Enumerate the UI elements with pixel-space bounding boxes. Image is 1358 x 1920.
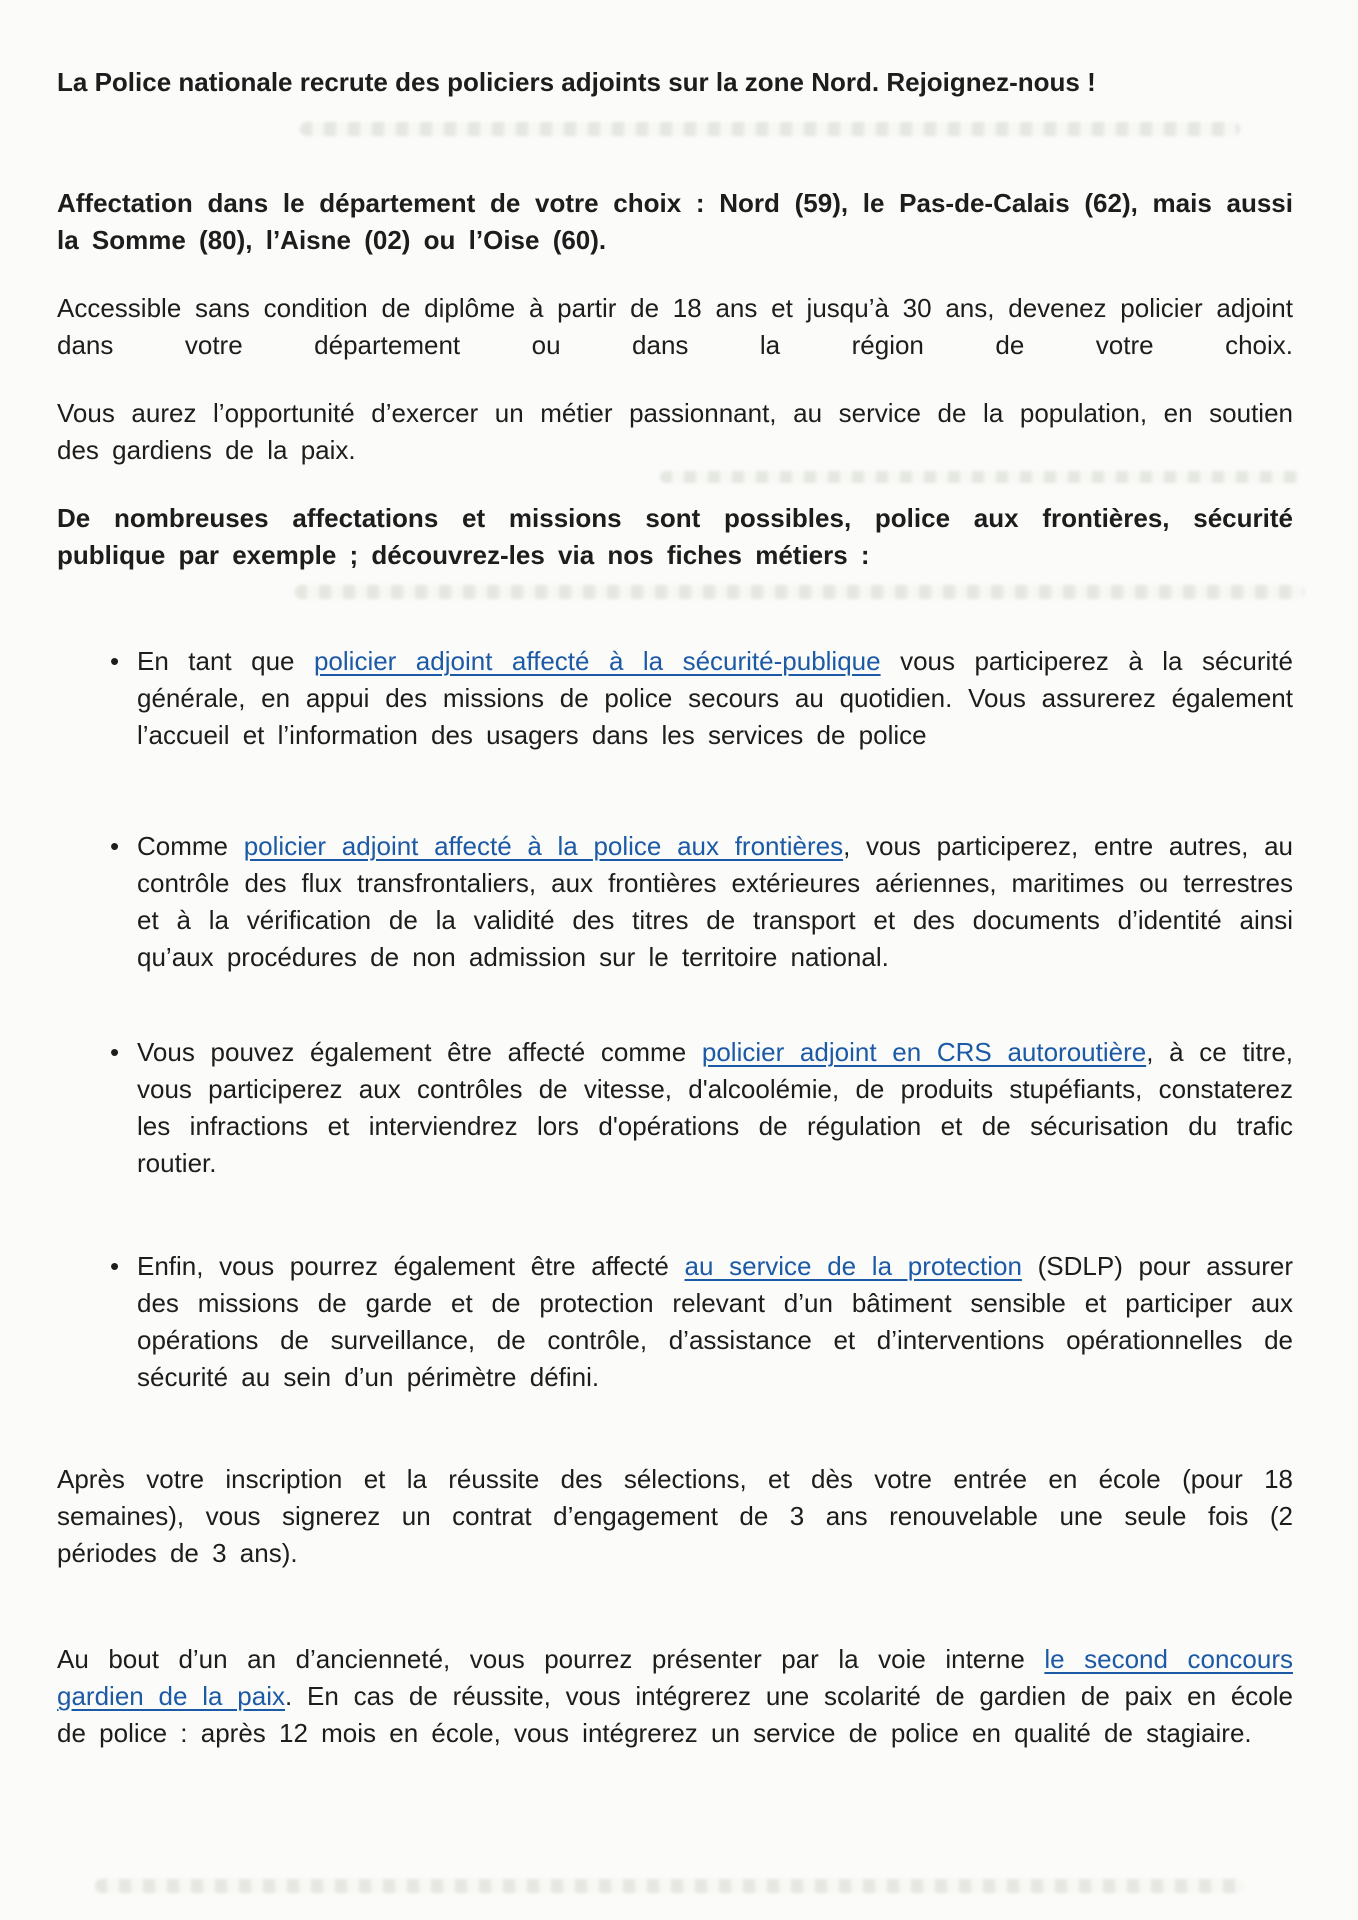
heading-missions: De nombreuses affectations et missions sont possibles, police aux frontières, sécurité publique par exemple ; découvrez-les via nos fiches métiers : bbox=[57, 503, 1293, 570]
scan-bleed-artifact bbox=[295, 585, 1305, 599]
link-service-protection[interactable]: au service de la protection bbox=[684, 1251, 1022, 1281]
bullet-icon: • bbox=[110, 646, 120, 676]
para-post-text: . En cas de réussite, vous intégrerez une scolarité de gardien de paix en école de police : après 12 mois en école, vous intégrerez un service de police en qualité de stagiaire. bbox=[57, 1681, 1293, 1748]
link-second-concours[interactable]: le second concours gardien de la paix bbox=[57, 1644, 1293, 1711]
para-pre-text: Au bout d’un an d’ancienneté, vous pourrez présenter par la voie interne bbox=[57, 1644, 1045, 1674]
para-aubout bbox=[57, 1641, 1293, 1752]
bullet-text bbox=[137, 828, 1293, 976]
scan-bleed-artifact bbox=[660, 471, 1300, 483]
list-item-service-protection bbox=[57, 1248, 1293, 1396]
bullet-icon: • bbox=[110, 1037, 120, 1067]
bullet-icon: • bbox=[110, 831, 120, 861]
bullet-text bbox=[137, 1034, 1293, 1182]
bullet-post-text: (SDLP) pour assurer des missions de garde et de protection relevant d’un bâtiment sensible et participer aux opérations de surveillance, de contrôle, d’assistance et d’interventions opérationnelles de sécurité au sein d’un périmètre défini. bbox=[137, 1251, 1293, 1392]
bullet-post-text: , à ce titre, vous participerez aux contrôles de vitesse, d'alcoolémie, de produits stupéfiants, constaterez les infractions et interviendrez lors d'opérations de régulation et de sécurisation du trafic routier. bbox=[137, 1037, 1294, 1178]
bullet-pre-text: Enfin, vous pourrez également être affecté bbox=[137, 1251, 685, 1281]
list-item-securite-publique bbox=[57, 643, 1293, 754]
para-opportunite: Vous aurez l’opportunité d’exercer un métier passionnant, au service de la population, en soutien des gardiens de la paix. bbox=[57, 398, 1293, 465]
bullet-text bbox=[137, 643, 1293, 754]
list-item-crs-autoroutiere bbox=[57, 1034, 1293, 1182]
link-crs-autoroutiere[interactable]: policier adjoint en CRS autoroutière bbox=[701, 1037, 1147, 1067]
missions-list bbox=[57, 643, 1293, 1396]
bullet-pre-text: Comme bbox=[137, 831, 244, 861]
document-title: La Police nationale recrute des policiers adjoints sur la zone Nord. Rejoignez-nous ! bbox=[57, 67, 1096, 97]
bullet-pre-text: En tant que bbox=[137, 646, 314, 676]
link-police-frontieres[interactable]: policier adjoint affecté à la police aux frontières bbox=[243, 831, 844, 861]
para-accessible: Accessible sans condition de diplôme à partir de 18 ans et jusqu’à 30 ans, devenez policier adjoint dans votre département ou dans la région de votre choix. bbox=[57, 293, 1293, 360]
bullet-post-text: , vous participerez, entre autres, au contrôle des flux transfrontaliers, aux frontières extérieures aériennes, maritimes ou terrestres et à la vérification de la validité des titres de transport et des documents d’identité ainsi qu’aux procédures de non admission sur le territoire national. bbox=[137, 831, 1294, 972]
bullet-pre-text: Vous pouvez également être affecté comme bbox=[137, 1037, 702, 1067]
scan-bleed-artifact bbox=[95, 1879, 1245, 1893]
bullet-icon: • bbox=[110, 1251, 120, 1281]
bullet-text bbox=[137, 1248, 1293, 1396]
scan-bleed-artifact bbox=[300, 122, 1240, 136]
bullet-post-text: vous participerez à la sécurité générale, en appui des missions de police secours au quotidien. Vous assurerez également l’accueil et l’information des usagers dans les services de police bbox=[137, 646, 1293, 750]
heading-affectation: Affectation dans le département de votre choix : Nord (59), le Pas-de-Calais (62), mais aussi la Somme (80), l’Aisne (02) ou l’Oise (60). bbox=[57, 188, 1293, 255]
list-item-police-frontieres bbox=[57, 828, 1293, 976]
link-securite-publique[interactable]: policier adjoint affecté à la sécurité-publique bbox=[313, 646, 881, 676]
para-apres: Après votre inscription et la réussite des sélections, et dès votre entrée en école (pour 18 semaines), vous signerez un contrat d’engagement de 3 ans renouvelable une seule fois (2 périodes de 3 ans). bbox=[57, 1464, 1293, 1568]
